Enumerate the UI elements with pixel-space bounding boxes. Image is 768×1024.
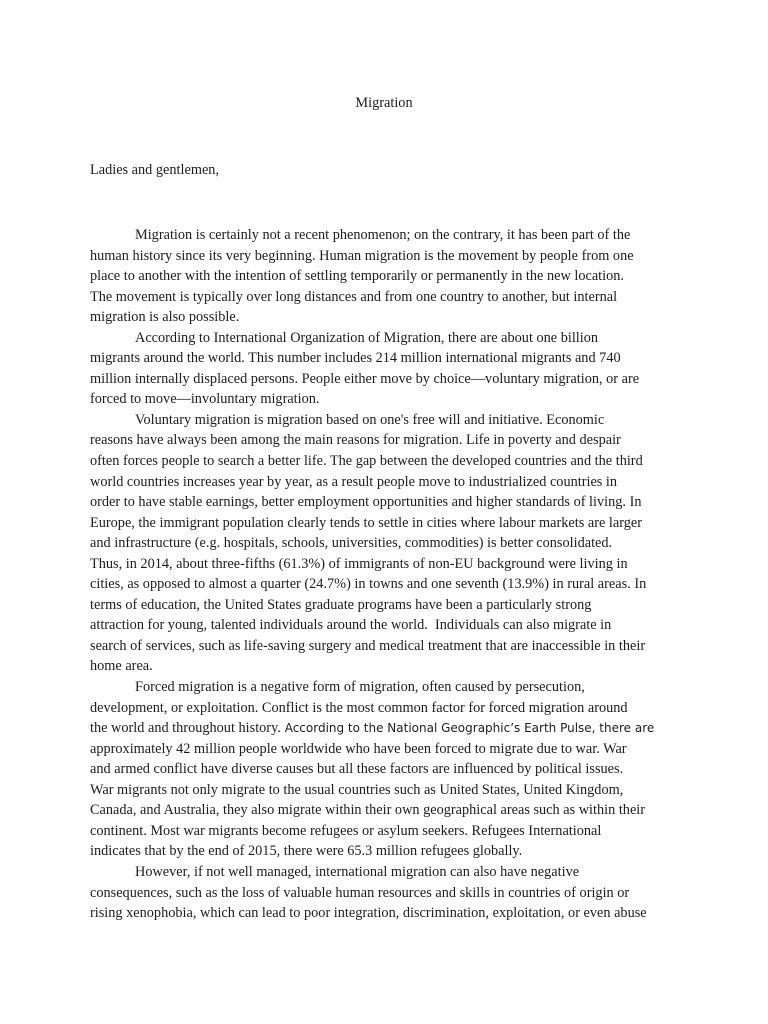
text-line: often forces people to search a better life. The gap between the developed countries and the third	[90, 453, 643, 470]
paragraph	[90, 677, 690, 862]
document-title: Migration	[355, 95, 413, 111]
text-line: reasons have always been among the main reasons for migration. Life in poverty and despair	[90, 432, 621, 449]
text-line: indicates that by the end of 2015, there were 65.3 million refugees globally.	[90, 843, 523, 860]
text-line: human history since its very beginning. Human migration is the movement by people from one	[90, 247, 634, 264]
text-line-mixed	[90, 718, 690, 739]
text-segment-sans: According to the National Geographic’s Earth Pulse, there are	[280, 721, 655, 736]
text-line: Forced migration is a negative form of migration, often caused by persecution,	[135, 679, 585, 696]
document-body	[90, 225, 690, 924]
text-line: consequences, such as the loss of valuable human resources and skills in countries of origin or	[90, 884, 630, 901]
text-line: order to have stable earnings, better employment opportunities and higher standards of living. In	[90, 494, 642, 511]
text-line: and armed conflict have diverse causes but all these factors are influenced by political issues.	[90, 761, 624, 778]
text-line: search of services, such as life-saving surgery and medical treatment that are inaccessible in their	[90, 637, 646, 654]
text-line: Canada, and Australia, they also migrate within their own geographical areas such as within their	[90, 802, 646, 819]
text-line: The movement is typically over long distances and from one country to another, but internal	[90, 288, 618, 305]
text-line: million internally displaced persons. People either move by choice—voluntary migration, or are	[90, 370, 640, 387]
text-line: However, if not well managed, international migration can also have negative	[135, 863, 580, 880]
paragraph	[90, 410, 690, 677]
text-line: Migration is certainly not a recent phenomenon; on the contrary, it has been part of the	[135, 227, 631, 243]
text-line: home area.	[90, 658, 153, 675]
text-line: attraction for young, talented individuals around the world. Individuals can also migrate in	[90, 617, 612, 634]
paragraph	[90, 862, 690, 924]
text-line: terms of education, the United States graduate programs have been a particularly strong	[90, 596, 592, 613]
salutation: Ladies and gentlemen,	[90, 162, 220, 178]
text-line: continent. Most war migrants become refugees or asylum seekers. Refugees International	[90, 822, 602, 839]
text-line: rising xenophobia, which can lead to poor integration, discrimination, exploitation, or even abuse	[90, 905, 647, 922]
text-line: cities, as opposed to almost a quarter (24.7%) in towns and one seventh (13.9%) in rural areas. In	[90, 576, 647, 593]
text-line: Thus, in 2014, about three-fifths (61.3%) of immigrants of non-EU background were living in	[90, 555, 628, 572]
text-line: Voluntary migration is migration based on one's free will and initiative. Economic	[135, 411, 605, 428]
text-line: development, or exploitation. Conflict is the most common factor for forced migration around	[90, 699, 628, 716]
text-line: place to another with the intention of settling temporarily or permanently in the new location.	[90, 268, 624, 285]
text-line: world countries increases year by year, as a result people move to industrialized countries in	[90, 473, 618, 490]
text-segment: the world and throughout history.	[90, 720, 281, 737]
text-line: Europe, the immigrant population clearly tends to settle in cities where labour markets are larger	[90, 514, 642, 531]
text-line: According to International Organization of Migration, there are about one billion	[135, 329, 599, 346]
text-line: migration is also possible.	[90, 309, 240, 326]
text-line: War migrants not only migrate to the usual countries such as United States, United Kingdom,	[90, 781, 624, 798]
text-line: approximately 42 million people worldwide who have been forced to migrate due to war. War	[90, 740, 627, 757]
text-line: forced to move—involuntary migration.	[90, 391, 320, 408]
text-line: migrants around the world. This number includes 214 million international migrants and 740	[90, 350, 621, 367]
paragraph	[90, 225, 690, 328]
text-line: and infrastructure (e.g. hospitals, schools, universities, commodities) is better consolidated.	[90, 535, 613, 552]
paragraph	[90, 328, 690, 410]
